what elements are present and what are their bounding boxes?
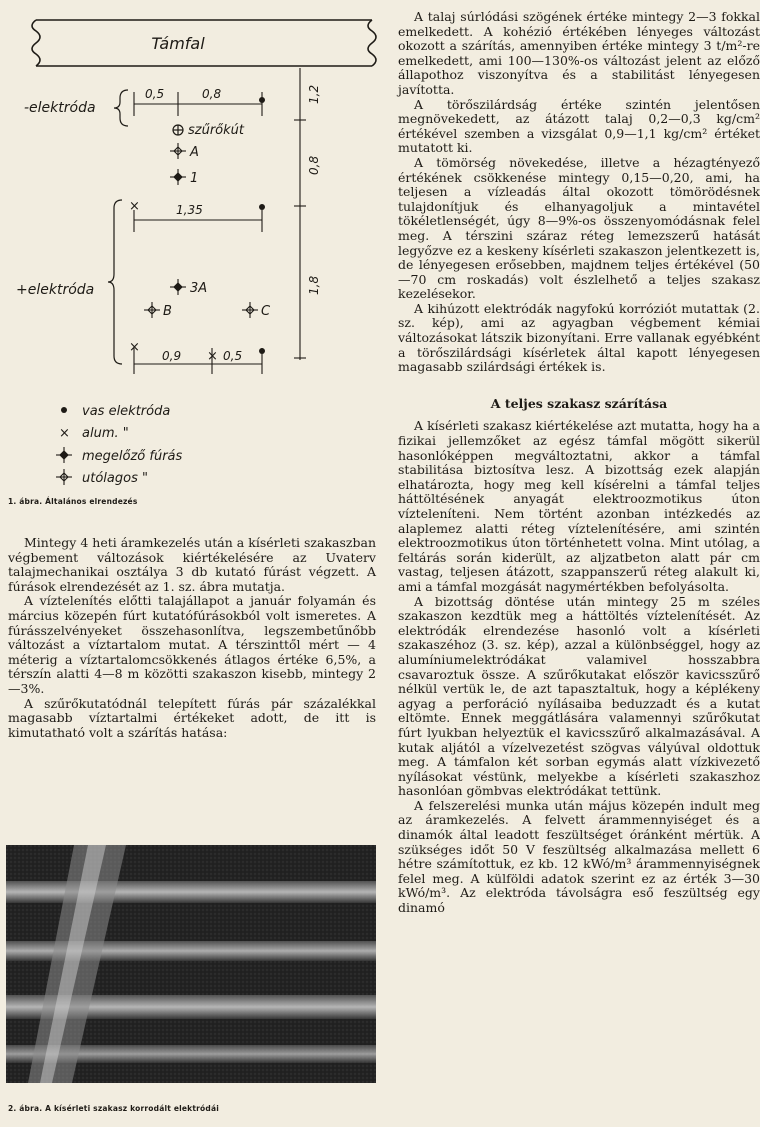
vertical-dimension-line bbox=[294, 68, 306, 360]
point-3A-label: 3A bbox=[190, 281, 208, 296]
dim-1-8: 1,8 bbox=[307, 275, 321, 295]
paragraph: A talaj súrlódási szögének értéke mintegy 2—3 fokkal emelkedett. A kohézió értékében lényeges változást okozott a szárítás, amennyiben értéke mintegy 3 t/m²-re emelkedett, ami 100—130%-os változást jelent az előző állapothoz viszonyítva és a stabilitást lényegesen javította. bbox=[398, 9, 760, 97]
dim-1-2: 1,2 bbox=[307, 84, 321, 104]
iron-electrode-mid bbox=[259, 204, 265, 210]
paragraph: A kihúzott elektródák nagyfokú korróziót mutattak (2. sz. kép), ami az agyagban végbement kémiai változásokat látszik bizonyítani. Erre vallanak egyébként a törőszilárdsági kísérletek által kapott lényegesen magasabb szilárdsági értékek is. bbox=[398, 300, 760, 375]
bottom-dimension-line bbox=[134, 348, 262, 374]
dim-0-9: 0,9 bbox=[162, 349, 182, 363]
legend-later-icon bbox=[56, 469, 72, 485]
previous-boring-icon-3A bbox=[170, 279, 186, 295]
alum-electrode-x-bottom-left: × bbox=[129, 340, 140, 355]
filter-well-label: szűrőkút bbox=[188, 123, 244, 138]
dim-0-5-bottom: 0,5 bbox=[223, 349, 243, 363]
later-boring-icon-A bbox=[170, 143, 186, 159]
paragraph: A felszerelési munka után május közepén indult meg az áramkezelés. A felvett árammennyiséget és a dinamók által leadott feszültséget óránként mértük. A szükséges időt 50 V feszültség alkalmazása mellett 6 hétre számítottuk, ez kb. 12 kWó/m³ árammennyiségnek felel meg. A külföldi adatok szerint ez az érték 3—30 kWó/m³. Az elektróda távolságra eső feszültség egy dinamó bbox=[398, 797, 760, 916]
paragraph: A törőszilárdság értéke szintén jelentősen megnövekedett, az átázott talaj 0,2—0,3 kg/cm² értékével szemben a vizsgálat 0,9—1,1 kg/cm² értéket mutatott ki. bbox=[398, 96, 760, 156]
point-1-label: 1 bbox=[190, 171, 199, 186]
legend bbox=[56, 404, 183, 486]
legend-later-label: utólagos " bbox=[82, 471, 148, 486]
previous-boring-icon-1 bbox=[170, 169, 186, 185]
left-column-text bbox=[8, 536, 376, 740]
section-heading: A teljes szakasz szárítása bbox=[490, 395, 668, 411]
dim-0-8-top: 0,8 bbox=[202, 87, 222, 101]
dim-0-5-top: 0,5 bbox=[145, 87, 165, 101]
corroded-electrodes-picture bbox=[6, 845, 376, 1083]
dim-1-35: 1,35 bbox=[176, 203, 203, 217]
alum-electrode-x-bottom-mid: × bbox=[207, 349, 218, 364]
paragraph: A bizottság döntése után mintegy 25 m széles szakaszon kezdtük meg a háttöltés víztelenítését. Az elektródák elrendezése hasonló volt a kísérleti szakaszéhoz (3. sz. kép), azzal a különbséggel, hogy az alumíniumelektródákat valamivel hosszabbra csavaroztuk össze. A szűrőkutakat először kavicsszűrő nélkül vertük le, de azt tapasztaltuk, hogy a képlékeny agyag a perforáció nyílásaiba beduzzadt és a kutat eltömte. Ennek meggátlására valamennyi szűrőkutat fúrt lyukban helyeztük el kavicsszűrő alkalmazásával. A kutak aljától a vízelvezetést szögvas vályúval oldottuk meg. A támfalon két sorban egymás alatt vízkivezető nyílásokat véstünk, melyekbe a kísérleti szakaszhoz hasonlóan gömbvas elektródákat tettünk. bbox=[398, 593, 760, 799]
iron-electrode-top bbox=[259, 97, 265, 103]
point-A-label: A bbox=[190, 145, 199, 160]
later-boring-icon-B bbox=[144, 302, 160, 318]
neg-electrode-label: -elektróda bbox=[24, 100, 96, 116]
dim-0-8-vert: 0,8 bbox=[307, 155, 321, 175]
legend-alum-label: alum. " bbox=[82, 426, 129, 441]
right-column-text bbox=[398, 10, 760, 916]
figure-1-layout-diagram bbox=[0, 0, 390, 520]
figure-1-caption: 1. ábra. Általános elrendezés bbox=[8, 497, 138, 506]
point-C-label: C bbox=[261, 304, 271, 319]
paragraph: Mintegy 4 heti áramkezelés után a kísérleti szakaszban végbement változások kiértékelésére az Uvaterv talajmechanikai osztálya 3 db kutató fúrást végzett. A fúrások elrendezését az 1. sz. ábra mutatja. bbox=[8, 535, 376, 594]
figure-2-caption: 2. ábra. A kísérleti szakasz korrodált elektródái bbox=[8, 1104, 220, 1113]
iron-electrode-bottom bbox=[259, 348, 265, 354]
wall-label: Támfal bbox=[151, 34, 205, 53]
legend-previous-icon bbox=[56, 447, 72, 463]
neg-electrode-brace bbox=[114, 90, 128, 126]
pos-electrode-label: +elektróda bbox=[16, 282, 95, 298]
point-B-label: B bbox=[163, 304, 172, 319]
legend-iron-label: vas elektróda bbox=[82, 404, 171, 419]
paragraph: A víztelenítés előtti talajállapot a január folyamán és március közepén fúrt kutatófúrásokból volt ismeretes. A fúrásszelvényeket összehasonlítva, legszembetűnőbb változást a víztartalom mutat. A térszinttől mért — 4 méterig a víztartalomcsökkenés átlagos értéke 6,5%, a térszín alatti 4—8 m közötti szakaszon kisebb, mintegy 2—3%. bbox=[8, 593, 376, 696]
legend-iron-icon bbox=[61, 407, 67, 413]
paragraph: A kísérleti szakasz kiértékelése azt mutatta, hogy ha a fizikai jellemzőket az egész támfal mögött sikerül hasonlóképpen megváltoztatni, akkor a támfal stabilitása biztosítva lesz. A bizottság ezek alapján elhatározta, hogy meg kell kísérelni a támfal teljes háttöltésének anyagát elektroozmotikus úton vízteleníteni. Nem történt azonban intézkedés az alaplemez alatti réteg víztelenítésére, ami szintén elektroozmotikus úton történhetett volna. Mint utólag, a feltárás során kiderült, az aljzatbeton alatt pár cm vastag, teljesen átázott, szappanszerű réteg alakult ki, ami a támfal mozgását nagymértékben befolyásolta. bbox=[398, 418, 760, 594]
paragraph: A szűrőkutatódnál telepített fúrás pár százalékkal magasabb víztartalmi értékeket adott, de itt is kimutatható volt a szárítás hatása: bbox=[8, 695, 376, 740]
alum-electrode-x-top: × bbox=[129, 199, 140, 214]
legend-previous-label: megelőző fúrás bbox=[82, 449, 183, 464]
filter-well-icon bbox=[173, 125, 183, 135]
pos-electrode-brace bbox=[108, 200, 122, 364]
paragraph: A tömörség növekedése, illetve a hézagtényező értékének csökkenése mintegy 0,15—0,20, ami, ha teljesen a vízleadás által okozott tömörödésnek tulajdonítjuk és elhanyagoljuk a mintavétel tökéletlenségét, úgy 8—9%-os összenyomódásnak felel meg. A térszini száraz réteg lemezszerű hatását legyőzve ez a keskeny kísérleti szakaszon jelentkezett is, de lényegesen erősebben, majdnem teljes értékével (50—70 cm roskadás) volt észlelhető a teljes szakasz kezelésekor. bbox=[398, 154, 760, 302]
later-boring-icon-C bbox=[242, 302, 258, 318]
figure-2-photo bbox=[6, 845, 376, 1083]
legend-alum-icon: × bbox=[59, 426, 70, 441]
